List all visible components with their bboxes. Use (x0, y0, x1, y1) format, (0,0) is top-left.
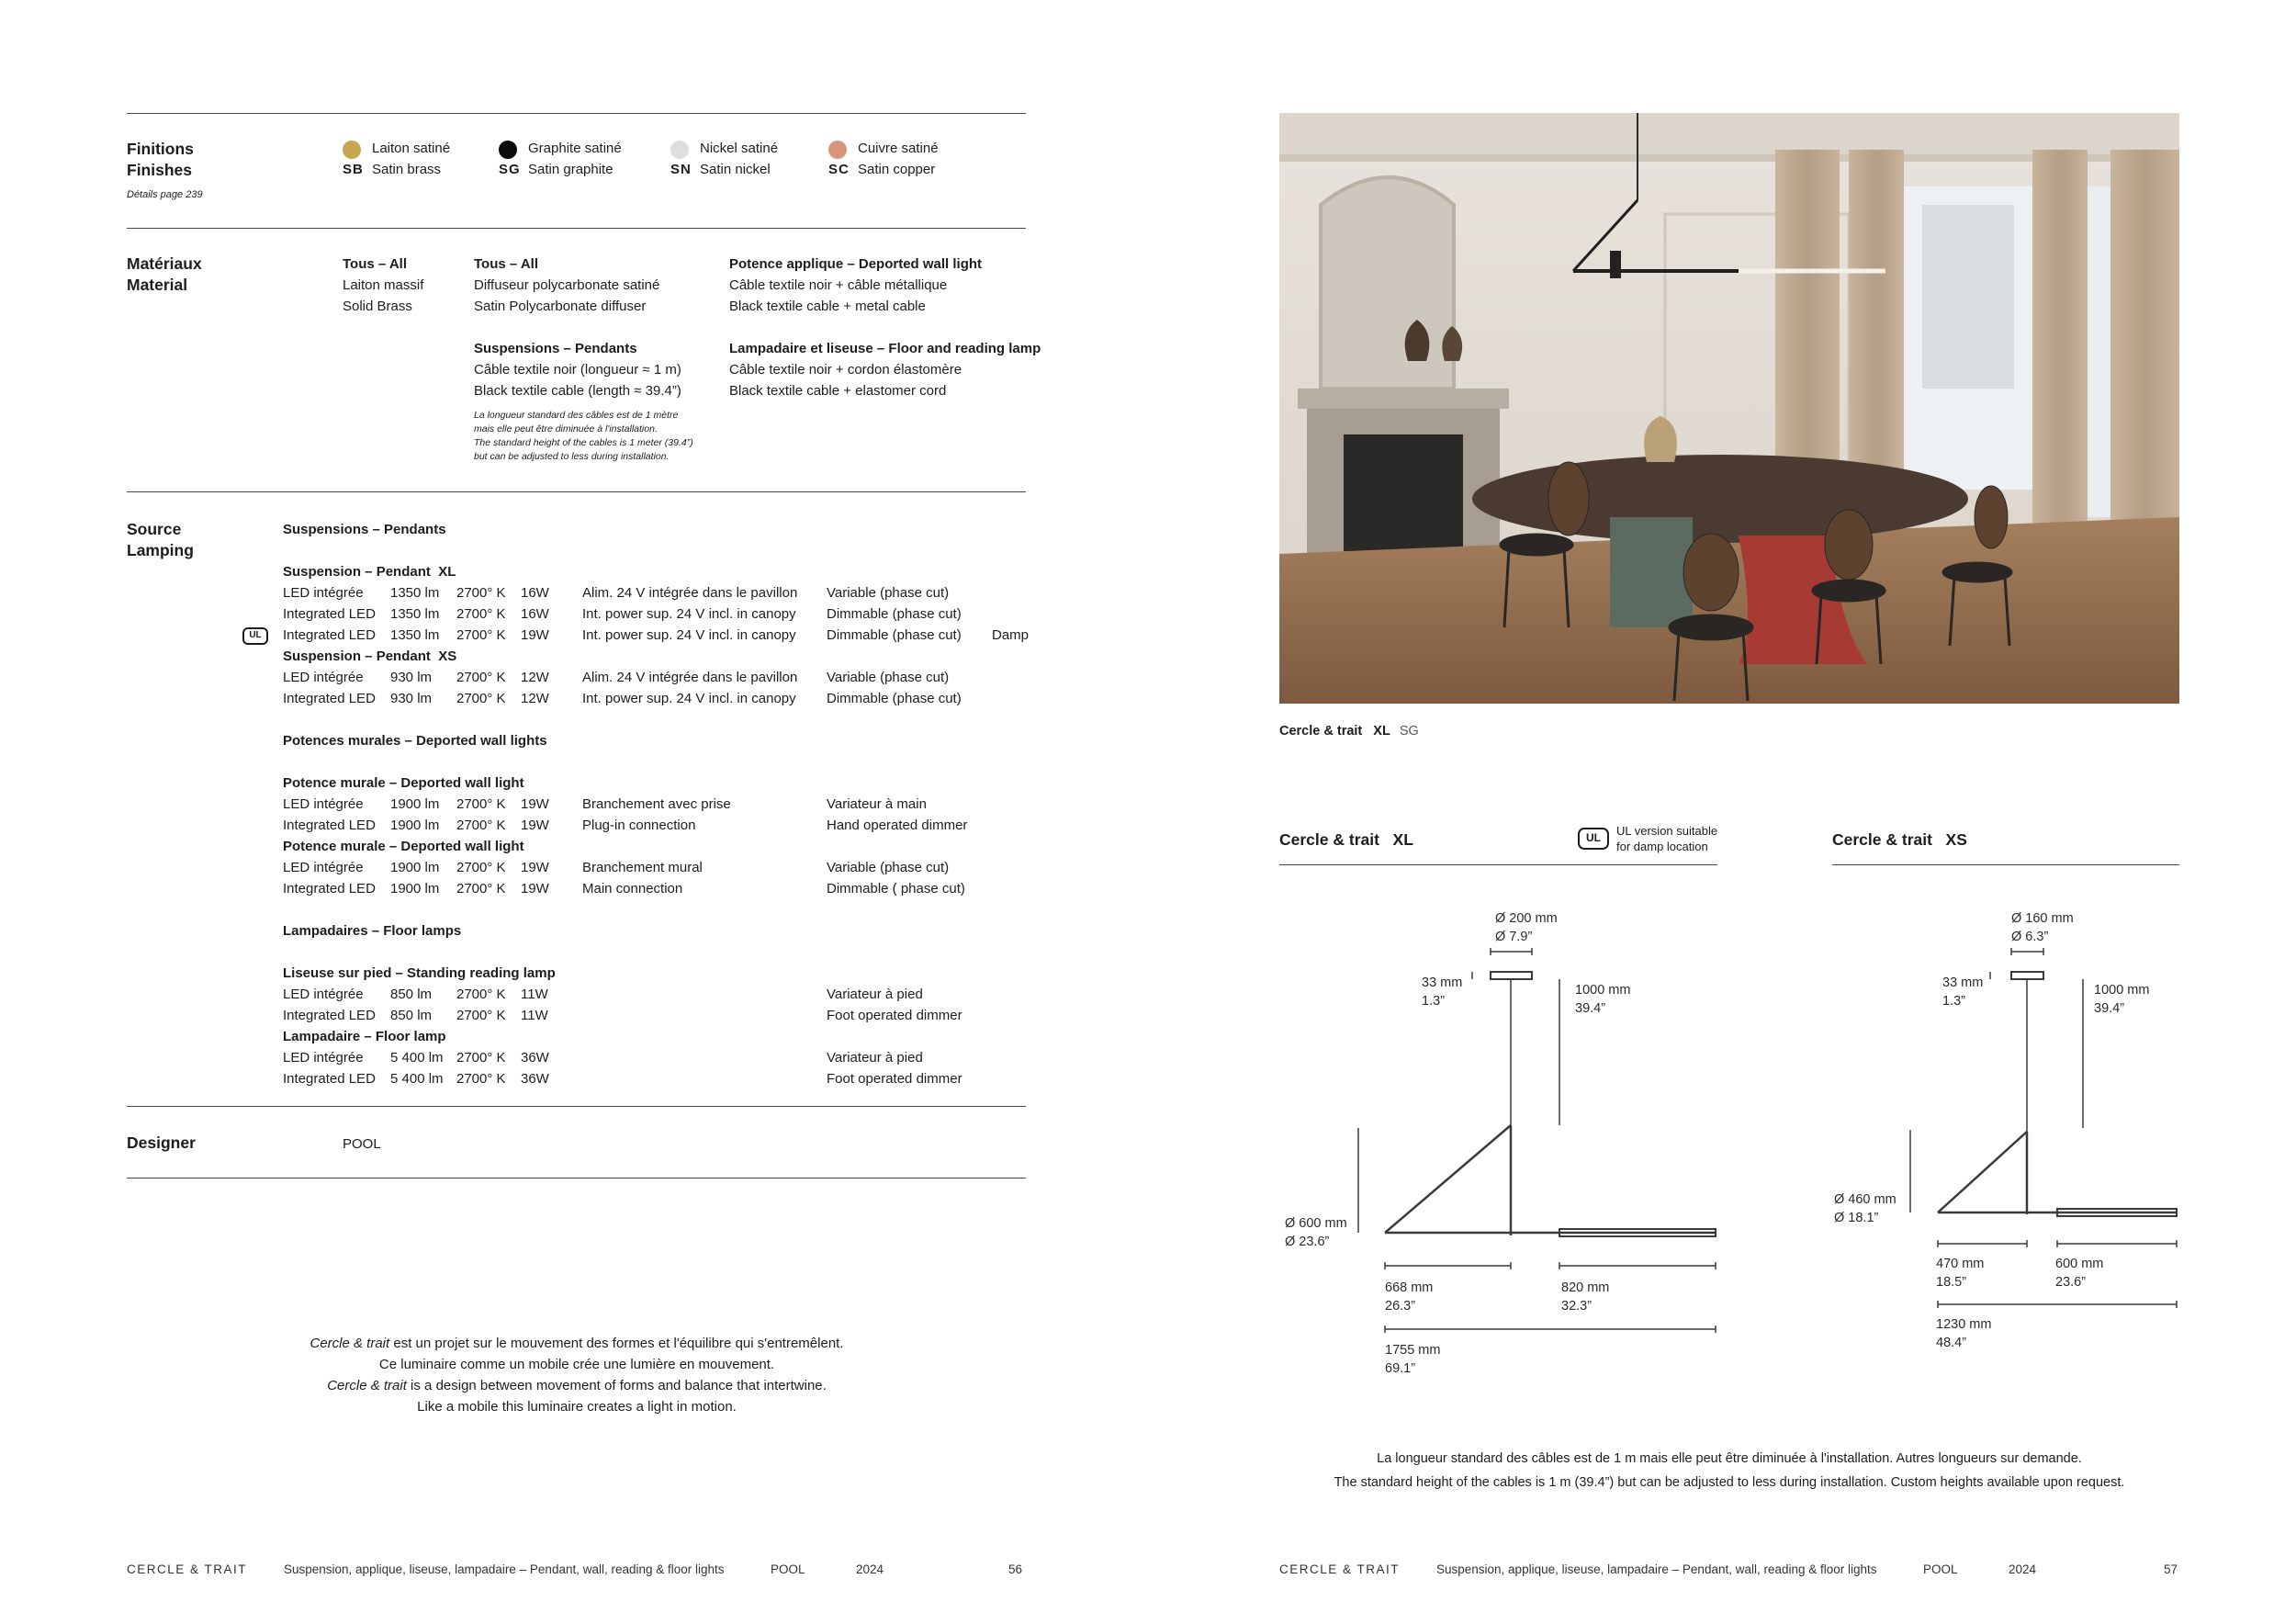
cell-wattage: 19W (521, 627, 549, 643)
material-col2 (474, 254, 693, 464)
finish-name-en: Satin brass (372, 162, 442, 177)
cell-source-type: LED intégrée (283, 1050, 364, 1066)
finishes-label-en: Finishes (127, 161, 192, 179)
description (219, 1333, 935, 1417)
ul-icon: UL (242, 627, 268, 645)
lamping-row (0, 984, 1102, 1005)
cell-color-temp: 2700° K (456, 818, 506, 833)
ul-note (1616, 823, 1717, 854)
finish-name-en: Satin copper (858, 162, 936, 177)
cell-lumens: 5 400 lm (390, 1050, 444, 1066)
lamping-row (0, 815, 1102, 836)
footer-designer: POOL (771, 1562, 805, 1576)
lamping-subheading (0, 1026, 1102, 1047)
dim-value: 26.3” (1385, 1299, 1416, 1314)
material-col2-line: Diffuseur polycarbonate satiné (474, 277, 660, 293)
cell-power-supply: Int. power sup. 24 V incl. in canopy (582, 606, 796, 622)
cell-source-type: Integrated LED (283, 691, 376, 706)
cable-note: mais elle peut être diminuée à l'installation. (474, 423, 658, 434)
note-line: La longueur standard des câbles est de 1 m mais elle peut être diminuée à l'installation. Autres longueurs sur demande. (1377, 1451, 2082, 1466)
dim-value: Ø 7.9” (1495, 930, 1533, 944)
material-col2b-line: Black textile cable (length ≈ 39.4”) (474, 383, 681, 399)
material-col2-title: Tous – All (474, 256, 539, 272)
cell-power-supply: Plug-in connection (582, 818, 696, 833)
cell-color-temp: 2700° K (456, 1071, 506, 1087)
finishes-label-fr: Finitions (127, 140, 194, 158)
finish-code: SG (499, 162, 521, 177)
dim-value: 470 mm (1936, 1257, 1985, 1271)
cable-note: The standard height of the cables is 1 meter (39.4”) (474, 437, 693, 448)
footer-brand: CERCLE & TRAIT (1279, 1562, 1401, 1576)
cell-dimming: Variable (phase cut) (827, 670, 950, 685)
material-col2b-title: Suspensions – Pendants (474, 341, 637, 356)
cell-wattage: 16W (521, 585, 549, 601)
cell-dimming: Variable (phase cut) (827, 585, 950, 601)
lamping-subheading (0, 561, 1102, 582)
ul-note-line: UL version suitable (1616, 824, 1718, 838)
lamping-table (0, 519, 1102, 1088)
cell-wattage: 11W (521, 1008, 548, 1023)
material-col2b-line: Câble textile noir (longueur ≈ 1 m) (474, 362, 681, 378)
room-illustration (1279, 113, 2179, 704)
cell-lumens: 930 lm (390, 670, 433, 685)
description-text: est un projet sur le mouvement des formes et l'équilibre qui s'entremêlent. (389, 1336, 844, 1351)
cell-source-type: LED intégrée (283, 670, 364, 685)
product-name: Cercle & trait (327, 1378, 407, 1393)
cell-dimming: Variable (phase cut) (827, 860, 950, 875)
cell-color-temp: 2700° K (456, 987, 506, 1002)
xs-left-length (1936, 1255, 1984, 1291)
cell-rating: Damp (992, 627, 1030, 643)
heading-text: Lampadaire – Floor lamp (283, 1029, 446, 1044)
heading-text: Potence murale – Deported wall light (283, 839, 524, 854)
material-col3b-title: Lampadaire et liseuse – Floor and reading lamp (729, 341, 1041, 356)
caption-size: XL (1373, 724, 1390, 739)
cell-source-type: Integrated LED (283, 881, 376, 897)
cell-lumens: 1900 lm (390, 860, 440, 875)
cell-power-supply: Int. power sup. 24 V incl. in canopy (582, 691, 796, 706)
xs-dimension-drawing (1832, 882, 2200, 1359)
finish-name-en: Satin graphite (528, 162, 613, 177)
cell-wattage: 19W (521, 818, 549, 833)
cell-dimming: Dimmable ( phase cut) (827, 881, 965, 897)
cell-dimming: Dimmable (phase cut) (827, 606, 962, 622)
heading-text: Lampadaires – Floor lamps (283, 923, 462, 939)
dim-value: 1.3” (1422, 994, 1445, 1009)
cell-wattage: 36W (521, 1071, 549, 1087)
cell-source-type: Integrated LED (283, 1008, 376, 1023)
xl-dimension-drawing (1279, 882, 1739, 1396)
heading-text: Suspension – Pendant XS (283, 648, 457, 664)
dim-value: Ø 18.1” (1834, 1211, 1879, 1225)
cell-wattage: 19W (521, 881, 549, 897)
material-col3 (729, 254, 1041, 401)
lamping-row (0, 857, 1102, 878)
cell-color-temp: 2700° K (456, 691, 506, 706)
heading-text: Suspensions – Pendants (283, 522, 446, 537)
material-col3-title: Potence applique – Deported wall light (729, 256, 983, 272)
divider (127, 1106, 1026, 1107)
dim-value: Ø 600 mm (1285, 1216, 1347, 1231)
lamping-row (0, 1005, 1102, 1026)
lamping-row (0, 878, 1102, 899)
dim-value: Ø 23.6” (1285, 1235, 1330, 1249)
cell-wattage: 12W (521, 670, 549, 685)
cell-source-type: LED intégrée (283, 585, 364, 601)
caption-name: Cercle & trait (1279, 724, 1363, 739)
finish-swatch (343, 141, 361, 159)
lamping-subheading (0, 836, 1102, 857)
cell-lumens: 1350 lm (390, 606, 440, 622)
footer-year: 2024 (856, 1562, 884, 1576)
cell-power-supply: Branchement mural (582, 860, 703, 875)
finish-name-fr: Nickel satiné (700, 141, 779, 156)
dim-value: 1000 mm (2094, 983, 2150, 998)
cell-lumens: 5 400 lm (390, 1071, 444, 1087)
material-col1 (343, 254, 423, 317)
cell-lumens: 1900 lm (390, 881, 440, 897)
cell-wattage: 16W (521, 606, 549, 622)
cell-lumens: 1350 lm (390, 627, 440, 643)
lamping-row (0, 625, 1102, 646)
cell-power-supply: Alim. 24 V intégrée dans le pavillon (582, 670, 798, 685)
xl-cable-length (1575, 981, 1630, 1018)
cell-source-type: LED intégrée (283, 796, 364, 812)
cable-length-note (1279, 1447, 2179, 1494)
cell-dimming: Variateur à pied (827, 987, 923, 1002)
divider (1279, 864, 1717, 865)
xs-cable-length (2094, 981, 2149, 1018)
xl-circle-diameter (1285, 1214, 1347, 1251)
lamping-group-heading (0, 730, 1102, 751)
cell-dimming: Dimmable (phase cut) (827, 627, 962, 643)
finish-name-fr: Laiton satiné (372, 141, 451, 156)
cable-note: La longueur standard des câbles est de 1 mètre (474, 410, 679, 421)
xs-total-length (1936, 1315, 1991, 1352)
cell-color-temp: 2700° K (456, 796, 506, 812)
cell-source-type: Integrated LED (283, 818, 376, 833)
divider (127, 1178, 1026, 1179)
designer-label: Designer (127, 1133, 196, 1152)
xl-canopy-diameter (1495, 909, 1558, 946)
cable-note: but can be adjusted to less during installation. (474, 451, 670, 462)
cell-color-temp: 2700° K (456, 585, 506, 601)
dim-value: Ø 200 mm (1495, 911, 1558, 926)
divider (127, 113, 1026, 114)
cell-lumens: 930 lm (390, 691, 433, 706)
dim-value: 39.4” (1575, 1001, 1606, 1016)
description-line (219, 1375, 935, 1396)
dim-value: 33 mm (1942, 976, 1984, 990)
description-text: Like a mobile this luminaire creates a light in motion. (417, 1399, 737, 1415)
lamping-row (0, 603, 1102, 625)
product-name: Cercle & trait (310, 1336, 390, 1351)
xs-circle-diameter (1834, 1190, 1896, 1227)
ul-note-line: for damp location (1616, 840, 1708, 853)
description-line (219, 1333, 935, 1354)
cell-source-type: Integrated LED (283, 627, 376, 643)
lamping-subheading (0, 773, 1102, 794)
xs-canopy-height (1942, 974, 1983, 1010)
cell-color-temp: 2700° K (456, 881, 506, 897)
lamping-subheading (0, 646, 1102, 667)
dim-value: Ø 160 mm (2011, 911, 2074, 926)
cell-source-type: Integrated LED (283, 1071, 376, 1087)
lamping-row (0, 688, 1102, 709)
xs-canopy-diameter (2011, 909, 2074, 946)
finishes-detail-note: Détails page 239 (127, 189, 203, 200)
lamping-row (0, 1068, 1102, 1089)
xl-total-length (1385, 1341, 1440, 1378)
material-col2-line: Satin Polycarbonate diffuser (474, 299, 647, 314)
cell-source-type: LED intégrée (283, 860, 364, 875)
footer-description: Suspension, applique, liseuse, lampadaire – Pendant, wall, reading & floor lights (284, 1562, 725, 1576)
divider (127, 228, 1026, 229)
footer-year: 2024 (2009, 1562, 2037, 1576)
dim-value: 820 mm (1561, 1280, 1610, 1295)
cell-color-temp: 2700° K (456, 670, 506, 685)
cell-color-temp: 2700° K (456, 1008, 506, 1023)
dim-value: Ø 460 mm (1834, 1192, 1896, 1207)
material-col3-line: Black textile cable + metal cable (729, 299, 926, 314)
material-col3b-line: Câble textile noir + cordon élastomère (729, 362, 962, 378)
xl-canopy-height (1422, 974, 1462, 1010)
cell-dimming: Foot operated dimmer (827, 1071, 962, 1087)
finish-swatch (828, 141, 847, 159)
cell-wattage: 19W (521, 860, 549, 875)
finish-swatch (499, 141, 517, 159)
material-col3-line: Câble textile noir + câble métallique (729, 277, 948, 293)
dim-value: 600 mm (2055, 1257, 2104, 1271)
cell-lumens: 850 lm (390, 1008, 433, 1023)
dim-value: Ø 6.3” (2011, 930, 2049, 944)
cell-lumens: 1350 lm (390, 585, 440, 601)
heading-text: Potences murales – Deported wall lights (283, 733, 547, 749)
material-col1-line: Laiton massif (343, 277, 424, 293)
cell-dimming: Dimmable (phase cut) (827, 691, 962, 706)
cell-dimming: Foot operated dimmer (827, 1008, 962, 1023)
cell-dimming: Variateur à pied (827, 1050, 923, 1066)
dim-value: 668 mm (1385, 1280, 1434, 1295)
description-line (219, 1396, 935, 1417)
interior-photo (1279, 113, 2179, 704)
cell-dimming: Variateur à main (827, 796, 927, 812)
designer-value: POOL (343, 1136, 381, 1152)
cell-color-temp: 2700° K (456, 606, 506, 622)
ul-icon: UL (1578, 828, 1609, 850)
xl-title: Cercle & trait XL (1279, 830, 1413, 849)
cell-source-type: Integrated LED (283, 606, 376, 622)
xl-left-length (1385, 1279, 1433, 1315)
lamping-group-heading (0, 519, 1102, 540)
material-col1-title: Tous – All (343, 256, 408, 272)
cell-lumens: 850 lm (390, 987, 433, 1002)
cell-power-supply: Main connection (582, 881, 683, 897)
finish-swatch (670, 141, 689, 159)
finish-name-en: Satin nickel (700, 162, 771, 177)
lamping-row (0, 1047, 1102, 1068)
lamping-group-heading (0, 920, 1102, 942)
description-line (219, 1354, 935, 1375)
finish-code: SN (670, 162, 692, 177)
cell-wattage: 36W (521, 1050, 549, 1066)
finish-name-fr: Graphite satiné (528, 141, 622, 156)
source-label-en: Lamping (127, 541, 194, 559)
cell-color-temp: 2700° K (456, 627, 506, 643)
source-label-fr: Source (127, 520, 182, 538)
footer-description: Suspension, applique, liseuse, lampadaire – Pendant, wall, reading & floor lights (1436, 1562, 1877, 1576)
finish-code: SB (343, 162, 364, 177)
dim-value: 33 mm (1422, 976, 1463, 990)
dim-value: 1230 mm (1936, 1317, 1992, 1332)
heading-text: Suspension – Pendant XL (283, 564, 456, 580)
cell-wattage: 12W (521, 691, 549, 706)
dim-value: 32.3” (1561, 1299, 1593, 1314)
dim-value: 69.1” (1385, 1361, 1416, 1376)
divider (127, 491, 1026, 492)
dim-value: 23.6” (2055, 1275, 2087, 1290)
description-text: is a design between movement of forms and balance that intertwine. (406, 1378, 827, 1393)
dim-value: 39.4” (2094, 1001, 2125, 1016)
cell-color-temp: 2700° K (456, 860, 506, 875)
divider (1832, 864, 2179, 865)
finish-name-fr: Cuivre satiné (858, 141, 939, 156)
page-number: 57 (2164, 1562, 2178, 1576)
xl-right-length (1561, 1279, 1609, 1315)
cell-power-supply: Int. power sup. 24 V incl. in canopy (582, 627, 796, 643)
lamping-row (0, 582, 1102, 603)
dim-value: 1755 mm (1385, 1343, 1441, 1358)
page-number: 56 (1008, 1562, 1023, 1576)
cell-wattage: 19W (521, 796, 549, 812)
footer-designer: POOL (1923, 1562, 1958, 1576)
material-col3b-line: Black textile cable + elastomer cord (729, 383, 947, 399)
cell-source-type: LED intégrée (283, 987, 364, 1002)
note-line: The standard height of the cables is 1 m (39.4”) but can be adjusted to less during installation. Custom heights available upon request. (1334, 1475, 2125, 1490)
material-label-fr: Matériaux (127, 254, 202, 273)
heading-text: Liseuse sur pied – Standing reading lamp (283, 965, 556, 981)
lamping-subheading (0, 963, 1102, 984)
photo-caption (1279, 724, 1419, 739)
xs-right-length (2055, 1255, 2103, 1291)
description-text: Ce luminaire comme un mobile crée une lumière en mouvement. (378, 1357, 775, 1372)
heading-text: Potence murale – Deported wall light (283, 775, 524, 791)
cell-lumens: 1900 lm (390, 796, 440, 812)
material-label-en: Material (127, 276, 188, 294)
material-col1-line: Solid Brass (343, 299, 412, 314)
dim-value: 1000 mm (1575, 983, 1631, 998)
cell-power-supply: Branchement avec prise (582, 796, 731, 812)
lamping-row (0, 667, 1102, 688)
dim-value: 1.3” (1942, 994, 1965, 1009)
cell-power-supply: Alim. 24 V intégrée dans le pavillon (582, 585, 798, 601)
xs-title: Cercle & trait XS (1832, 830, 1967, 849)
cell-color-temp: 2700° K (456, 1050, 506, 1066)
finish-code: SC (828, 162, 850, 177)
caption-finish: SG (1399, 724, 1419, 739)
cell-dimming: Hand operated dimmer (827, 818, 968, 833)
cell-lumens: 1900 lm (390, 818, 440, 833)
dim-value: 18.5” (1936, 1275, 1967, 1290)
dim-value: 48.4” (1936, 1336, 1967, 1350)
lamping-row (0, 794, 1102, 815)
cell-wattage: 11W (521, 987, 548, 1002)
footer-brand: CERCLE & TRAIT (127, 1562, 248, 1576)
